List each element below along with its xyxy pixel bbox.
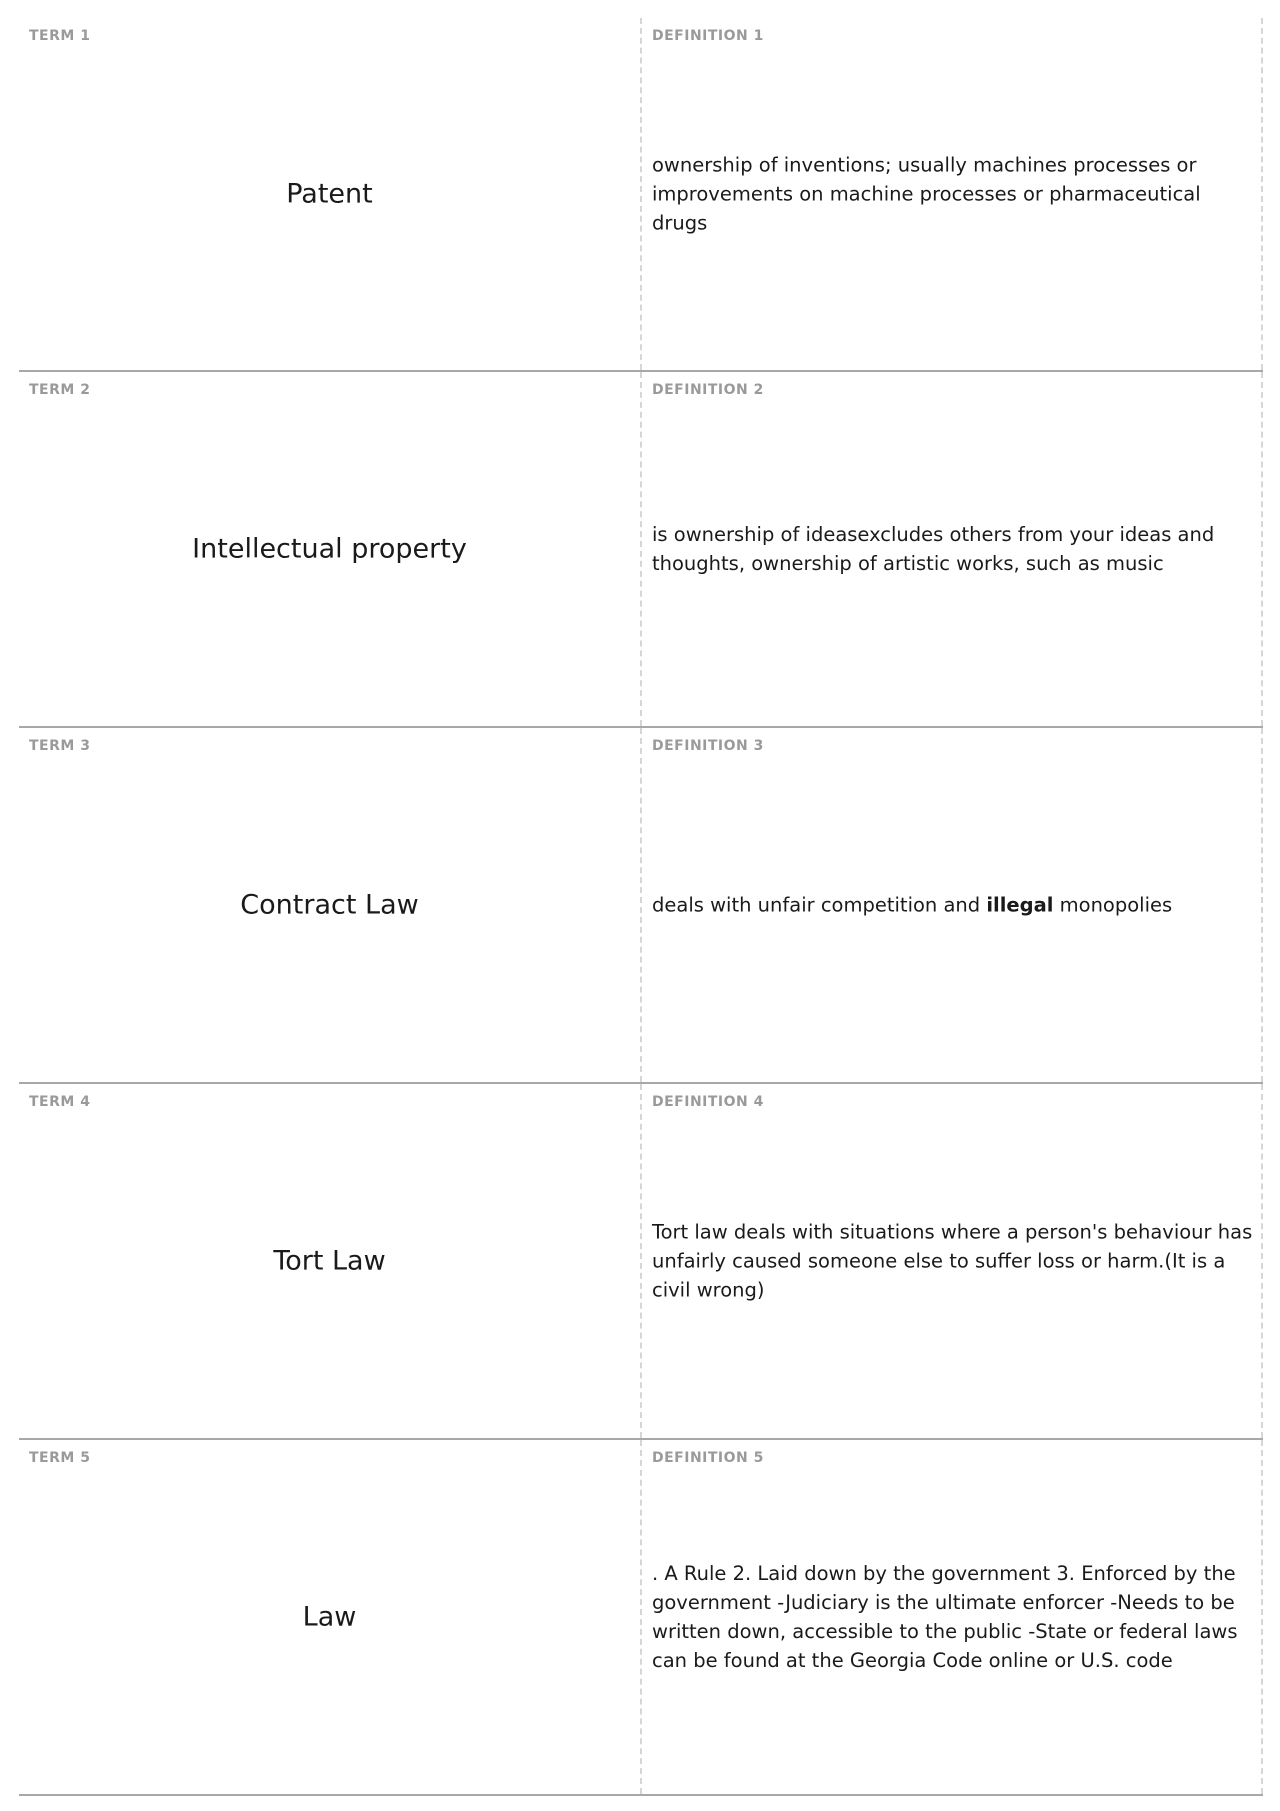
definition-cell-5	[642, 1440, 1263, 1794]
term-text-4: Tort Law	[273, 1245, 386, 1277]
definition-label-5: DEFINITION 5	[652, 1450, 764, 1466]
definition-text-3	[652, 891, 1257, 920]
card-row-4	[19, 1084, 1263, 1440]
definition-cell-4	[642, 1084, 1263, 1438]
definition-label-3: DEFINITION 3	[652, 738, 764, 754]
definition-text-3-end: monopolies	[1053, 893, 1173, 917]
term-text-1: Patent	[286, 178, 373, 210]
card-row-5	[19, 1440, 1263, 1796]
definition-text-5: . A Rule 2. Laid down by the government 3. Enforced by the government -Judiciary is the ultimate enforcer -Needs to be written down, accessible to the public -State or federal laws can be found at the Georgia Code online or U.S. code	[652, 1562, 1238, 1672]
definition-label-1: DEFINITION 1	[652, 28, 764, 44]
card-row-1	[19, 18, 1263, 372]
definition-cell-3	[642, 728, 1263, 1082]
definition-label-2: DEFINITION 2	[652, 382, 764, 398]
term-cell-4	[19, 1084, 642, 1438]
term-label-1: TERM 1	[29, 28, 91, 44]
term-text-5: Law	[302, 1601, 357, 1633]
term-label-5: TERM 5	[29, 1450, 91, 1466]
definition-cell-1	[642, 18, 1263, 370]
term-cell-5	[19, 1440, 642, 1794]
term-cell-1	[19, 18, 642, 370]
card-row-2	[19, 372, 1263, 728]
term-text-3: Contract Law	[240, 889, 419, 921]
definition-label-4: DEFINITION 4	[652, 1094, 764, 1110]
term-label-3: TERM 3	[29, 738, 91, 754]
term-cell-3	[19, 728, 642, 1082]
term-cell-2	[19, 372, 642, 726]
term-text-2: Intellectual property	[192, 533, 467, 565]
definition-text-4: Tort law deals with situations where a person's behaviour has unfairly caused someone else to suffer loss or harm.(It is a civil wrong)	[652, 1220, 1253, 1302]
definition-text-3-start: deals with unfair competition and	[652, 893, 987, 917]
term-label-4: TERM 4	[29, 1094, 91, 1110]
definition-cell-2	[642, 372, 1263, 726]
definition-text-1: ownership of inventions; usually machines processes or improvements on machine processes or pharmaceutical drugs	[652, 153, 1201, 235]
definition-text-2: is ownership of ideasexcludes others from your ideas and thoughts, ownership of artistic works, such as music	[652, 523, 1215, 575]
card-row-3	[19, 728, 1263, 1084]
definition-text-3-bold: illegal	[986, 893, 1054, 917]
term-label-2: TERM 2	[29, 382, 91, 398]
flashcard-sheet	[19, 18, 1263, 1796]
